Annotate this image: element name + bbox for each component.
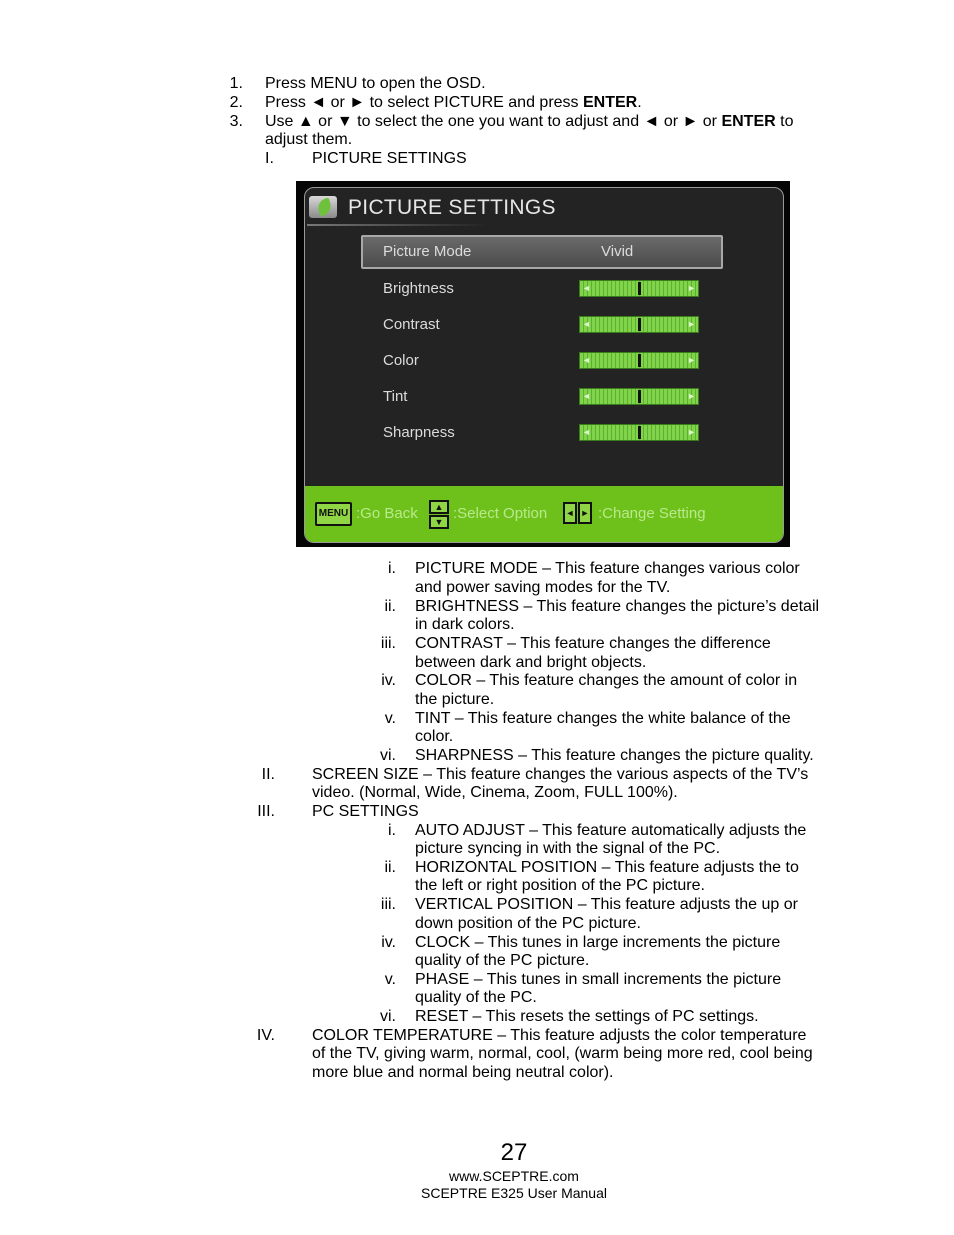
step-3-number: 3. xyxy=(229,113,243,130)
contrast-slider[interactable] xyxy=(579,316,699,333)
pc-item-number: ii. xyxy=(384,859,396,876)
brightness-slider[interactable] xyxy=(579,280,699,297)
slider-right-arrow-icon: ► xyxy=(687,391,696,401)
section-ii-text-cont: video. (Normal, Wide, Cinema, Zoom, FULL 100%). xyxy=(312,784,678,801)
section-iii-title: PC SETTINGS xyxy=(312,803,419,820)
step-1-number: 1. xyxy=(229,75,243,92)
step-2-text: Press ◄ or ► to select PICTURE and press ENTER. xyxy=(265,94,642,111)
picture-item-text-cont: in dark colors. xyxy=(415,616,515,633)
slider-right-arrow-icon: ► xyxy=(687,427,696,437)
section-iv-text-cont: of the TV, giving warm, normal, cool, (warm being more red, cool being xyxy=(312,1045,813,1062)
pc-item-text: HORIZONTAL POSITION – This feature adjusts the to xyxy=(415,859,799,876)
pc-item-number: v. xyxy=(384,971,396,988)
step-1-text: Press MENU to open the OSD. xyxy=(265,75,486,92)
osd-row-label: Sharpness xyxy=(383,424,455,441)
page-number: 27 xyxy=(500,1139,528,1166)
osd-row-label: Color xyxy=(383,352,419,369)
osd-title: PICTURE SETTINGS xyxy=(348,196,556,219)
osd-row-label: Contrast xyxy=(383,316,440,333)
pc-item-text-cont: picture syncing in with the signal of the PC. xyxy=(415,840,721,857)
picture-item-text: PICTURE MODE – This feature changes various color xyxy=(415,560,800,577)
right-arrow-key-icon: ► xyxy=(578,502,592,524)
menu-key-icon: MENU xyxy=(315,502,352,526)
section-i-title: PICTURE SETTINGS xyxy=(312,150,467,167)
picture-item-text-cont: and power saving modes for the TV. xyxy=(415,579,671,596)
slider-left-arrow-icon: ◄ xyxy=(582,391,591,401)
osd-row-value: Vivid xyxy=(601,243,634,260)
osd-row-sharpness[interactable] xyxy=(361,416,723,450)
tint-slider[interactable] xyxy=(579,388,699,405)
go-back-hint: :Go Back xyxy=(356,505,418,522)
osd-row-contrast[interactable] xyxy=(361,308,723,342)
osd-row-picture-mode[interactable] xyxy=(361,235,723,269)
pc-item-text: VERTICAL POSITION – This feature adjusts the up or xyxy=(415,896,798,913)
footer-manual-title: SCEPTRE E325 User Manual xyxy=(421,1185,607,1201)
pc-item-text-cont: quality of the PC. xyxy=(415,989,537,1006)
section-iv-number: IV. xyxy=(256,1027,275,1044)
pc-item-text: RESET – This resets the settings of PC settings. xyxy=(415,1008,759,1025)
osd-row-color[interactable] xyxy=(361,344,723,378)
left-arrow-key-icon: ◄ xyxy=(563,502,577,524)
up-arrow-key-icon: ▲ xyxy=(429,500,449,514)
osd-row-brightness[interactable] xyxy=(361,272,723,306)
picture-item-number: iv. xyxy=(381,672,396,689)
pc-item-text-cont: the left or right position of the PC picture. xyxy=(415,877,705,894)
picture-item-number: vi. xyxy=(380,747,396,764)
slider-knob xyxy=(638,354,641,367)
pc-item-number: i. xyxy=(388,822,396,839)
osd-row-label: Picture Mode xyxy=(383,243,472,260)
slider-knob xyxy=(638,426,641,439)
slider-knob xyxy=(638,390,641,403)
picture-item-text-cont: between dark and bright objects. xyxy=(415,654,647,671)
step-2-number: 2. xyxy=(229,94,243,111)
osd-footer xyxy=(305,486,783,542)
slider-left-arrow-icon: ◄ xyxy=(582,283,591,293)
sharpness-slider[interactable] xyxy=(579,424,699,441)
osd-panel xyxy=(304,187,784,543)
section-i-number: I. xyxy=(265,150,274,167)
pc-item-text-cont: quality of the PC picture. xyxy=(415,952,590,969)
slider-knob xyxy=(638,318,641,331)
pc-item-number: vi. xyxy=(380,1008,396,1025)
slider-right-arrow-icon: ► xyxy=(687,283,696,293)
slider-right-arrow-icon: ► xyxy=(687,355,696,365)
down-arrow-key-icon: ▼ xyxy=(429,515,449,529)
picture-item-text: CONTRAST – This feature changes the difference xyxy=(415,635,771,652)
pc-item-text: PHASE – This tunes in small increments the picture xyxy=(415,971,782,988)
picture-item-number: iii. xyxy=(380,635,396,652)
picture-item-text-cont: color. xyxy=(415,728,454,745)
osd-title-divider xyxy=(307,224,487,226)
picture-item-number: v. xyxy=(384,710,396,727)
section-iv-text: COLOR TEMPERATURE – This feature adjusts the color temperature xyxy=(312,1027,807,1044)
section-iii-number: III. xyxy=(257,803,275,820)
slider-left-arrow-icon: ◄ xyxy=(582,355,591,365)
pc-item-text: AUTO ADJUST – This feature automatically adjusts the xyxy=(415,822,807,839)
osd-row-label: Tint xyxy=(383,388,408,405)
change-setting-hint: :Change Setting xyxy=(598,505,706,522)
osd-row-label: Brightness xyxy=(383,280,454,297)
picture-icon xyxy=(309,196,337,218)
osd-screenshot xyxy=(296,181,790,547)
slider-left-arrow-icon: ◄ xyxy=(582,319,591,329)
picture-item-text: COLOR – This feature changes the amount of color in xyxy=(415,672,798,689)
footer-website: www.SCEPTRE.com xyxy=(449,1168,579,1184)
pc-item-text-cont: down position of the PC picture. xyxy=(415,915,641,932)
select-option-hint: :Select Option xyxy=(453,505,548,522)
picture-item-text: BRIGHTNESS – This feature changes the picture’s detail xyxy=(415,598,820,615)
step-3-text-cont: adjust them. xyxy=(265,131,353,148)
picture-item-text: TINT – This feature changes the white balance of the xyxy=(415,710,791,727)
picture-item-text: SHARPNESS – This feature changes the picture quality. xyxy=(415,747,814,764)
slider-right-arrow-icon: ► xyxy=(687,319,696,329)
section-ii-number: II. xyxy=(261,766,275,783)
slider-left-arrow-icon: ◄ xyxy=(582,427,591,437)
picture-item-number: ii. xyxy=(384,598,396,615)
slider-knob xyxy=(638,282,641,295)
section-iv-text-cont: more blue and normal being neutral color). xyxy=(312,1064,614,1081)
picture-item-text-cont: the picture. xyxy=(415,691,495,708)
step-3-text: Use ▲ or ▼ to select the one you want to adjust and ◄ or ► or ENTER to xyxy=(265,113,794,130)
picture-item-number: i. xyxy=(388,560,396,577)
section-ii-text: SCREEN SIZE – This feature changes the various aspects of the TV’s xyxy=(312,766,809,783)
osd-row-tint[interactable] xyxy=(361,380,723,414)
pc-item-text: CLOCK – This tunes in large increments the picture xyxy=(415,934,781,951)
color-slider[interactable] xyxy=(579,352,699,369)
pc-item-number: iii. xyxy=(380,896,396,913)
pc-item-number: iv. xyxy=(381,934,396,951)
